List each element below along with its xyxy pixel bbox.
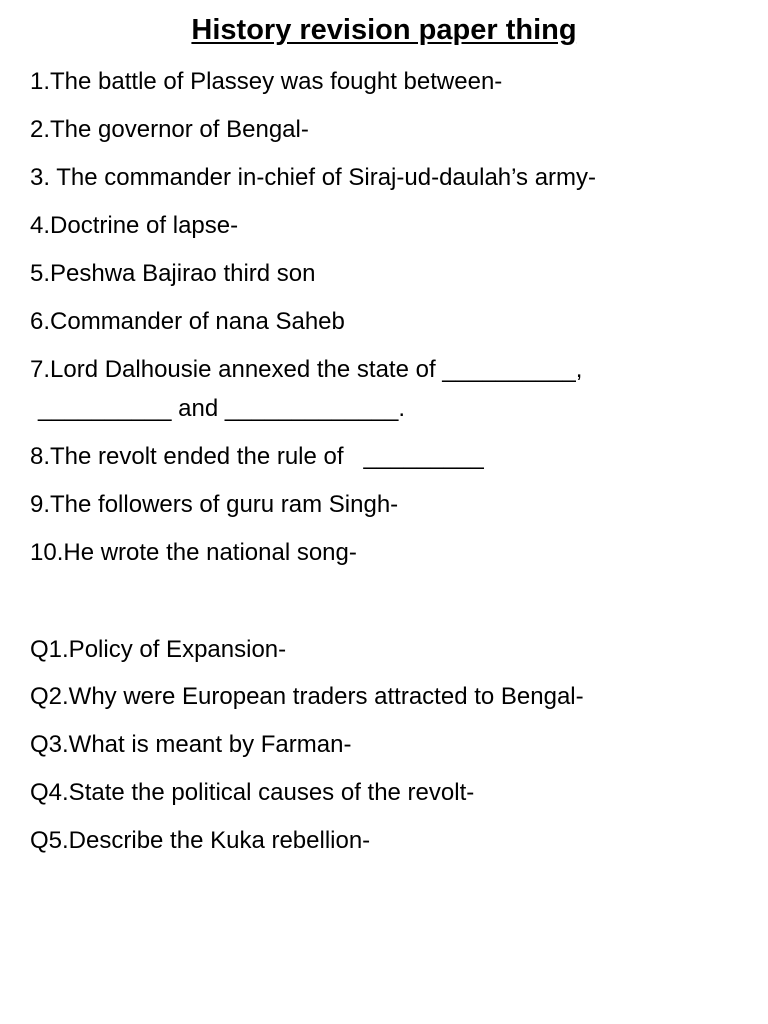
page-title: History revision paper thing bbox=[191, 14, 577, 46]
question-3: Q3.What is meant by Farman- bbox=[30, 731, 352, 758]
fill-in-item-2: 2.The governor of Bengal- bbox=[30, 116, 309, 143]
fill-in-item-10: 10.He wrote the national song- bbox=[30, 539, 357, 566]
fill-in-item-7: 7.Lord Dalhousie annexed the state of __________, bbox=[30, 356, 583, 383]
fill-in-item-7-continued: __________ and _____________. bbox=[38, 395, 406, 422]
question-1: Q1.Policy of Expansion- bbox=[30, 636, 287, 663]
question-5: Q5.Describe the Kuka rebellion- bbox=[30, 827, 371, 854]
fill-in-item-4: 4.Doctrine of lapse- bbox=[30, 212, 239, 239]
fill-in-item-6: 6.Commander of nana Saheb bbox=[30, 308, 345, 335]
question-2: Q2.Why were European traders attracted to Bengal- bbox=[30, 683, 584, 710]
fill-in-item-1: 1.The battle of Plassey was fought between- bbox=[30, 68, 503, 95]
fill-in-item-3: 3. The commander in-chief of Siraj-ud-daulah’s army- bbox=[30, 164, 597, 191]
question-4: Q4.State the political causes of the revolt- bbox=[30, 779, 475, 806]
fill-in-item-5: 5.Peshwa Bajirao third son bbox=[30, 260, 316, 287]
fill-in-item-9: 9.The followers of guru ram Singh- bbox=[30, 491, 399, 518]
fill-in-item-8: 8.The revolt ended the rule of _________ bbox=[30, 443, 484, 470]
